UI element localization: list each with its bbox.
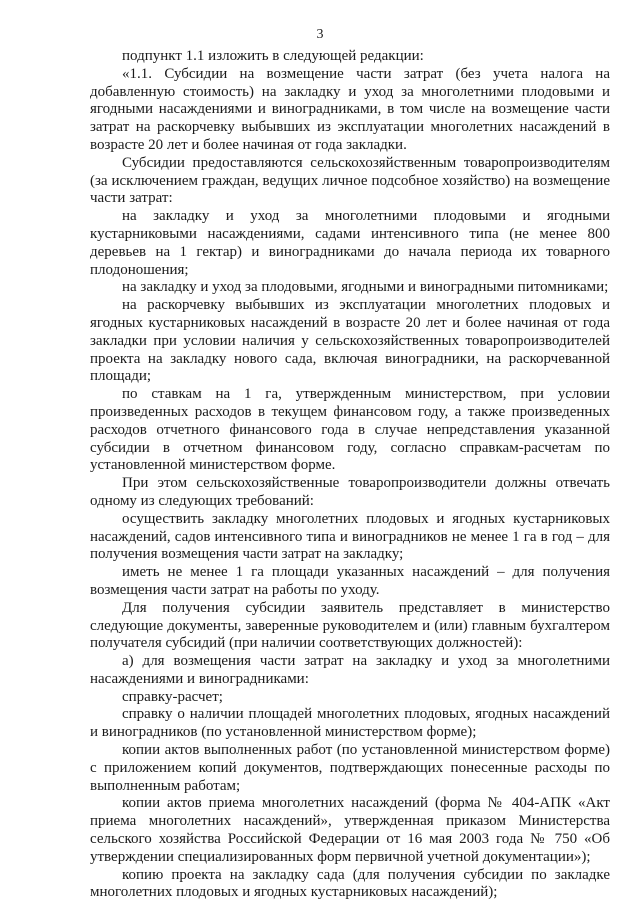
paragraph-documents-a: а) для возмещения части затрат на закладку и уход за многолетними насаждениями и виноградниками: [90,653,610,687]
paragraph-documents-intro: Для получения субсидии заявитель представляет в министерство следующие документы, заверенные руководителем и (или) главным бухгалтером получателя субсидий (при наличии соответствующих должностей): [90,599,610,652]
document-body [90,48,610,902]
paragraph-work-acts: копии актов выполненных работ (по установленной министерством форме) с приложением копий документов, подтверждающих понесенные расходы по выполненным работам; [90,742,610,794]
paragraph-uprooting: на раскорчевку выбывших из эксплуатации многолетних плодовых и ягодных кустарниковых насаждений в возрасте 20 лет и более начиная от года закладки при условии наличия у сельскохозяйственных товаропроизводителей проекта на закладку нового сада, включая виноградники, на раскорчеванной площади; [90,297,610,385]
paragraph-orchard-project: копию проекта на закладку сада (для получения субсидии по закладке многолетних плодовых и ягодных кустарниковых насаждений); [90,866,610,901]
paragraph-requirements-intro: При этом сельскохозяйственные товаропроизводители должны отвечать одному из следующих требований: [90,475,610,509]
paragraph-nurseries: на закладку и уход за плодовыми, ягодными и виноградными питомниками; [122,279,609,296]
paragraph-acceptance-acts: копии актов приема многолетних насаждений (форма № 404-АПК «Акт приема многолетних насаждений», утвержденная приказом Министерства сельского хозяйства Российской Федерации от 16 мая 2003 года № 750 «Об утверждении специализированных форм первичной учетной документации»); [90,795,610,865]
paragraph-requirement-care: иметь не менее 1 га площади указанных насаждений – для получения возмещения части затрат на работы по уходу. [90,564,610,598]
paragraph-planting-care: на закладку и уход за многолетними плодовыми и ягодными кустарниковыми насаждениями, садами интенсивного типа (не менее 800 деревьев на 1 гектар) и виноградниками до начала периода их товарного плодоношения; [90,208,610,278]
paragraph-subsidy-recipients: Субсидии предоставляются сельскохозяйственным товаропроизводителям (за исключением граждан, ведущих личное подсобное хозяйство) на возмещение части затрат: [90,154,610,207]
paragraph-rates: по ставкам на 1 га, утвержденным министерством, при условии произведенных расходов в текущем финансовом году, а также произведенных расходов отчетного финансового года в случае непредставления указанной субсидии в отчетном финансовом году, согласно справкам-расчетам по установленной министерством форме. [90,386,610,474]
page-number: 3 [316,27,324,42]
paragraph-area-certificate: справку о наличии площадей многолетних плодовых, ягодных насаждений и виноградников (по установленной министерством форме); [90,706,610,741]
paragraph-calculation-certificate: справку-расчет; [122,688,223,705]
paragraph-requirement-planting: осуществить закладку многолетних плодовых и ягодных кустарниковых насаждений, садов интенсивного типа и виноградников не менее 1 га в год – для получения возмещения части затрат на закладку; [90,510,610,563]
paragraph-amendment-intro: подпункт 1.1 изложить в следующей редакции: [122,48,424,64]
paragraph-subsidy-definition: «1.1. Субсидии на возмещение части затрат (без учета налога на добавленную стоимость) на закладку и уход за многолетними плодовыми и ягодными насаждениями и виноградниками, в том числе на возмещение части затрат на раскорчевку выбывших из эксплуатации многолетних насаждений в возрасте 20 лет и более начиная от года закладки. [90,65,610,153]
